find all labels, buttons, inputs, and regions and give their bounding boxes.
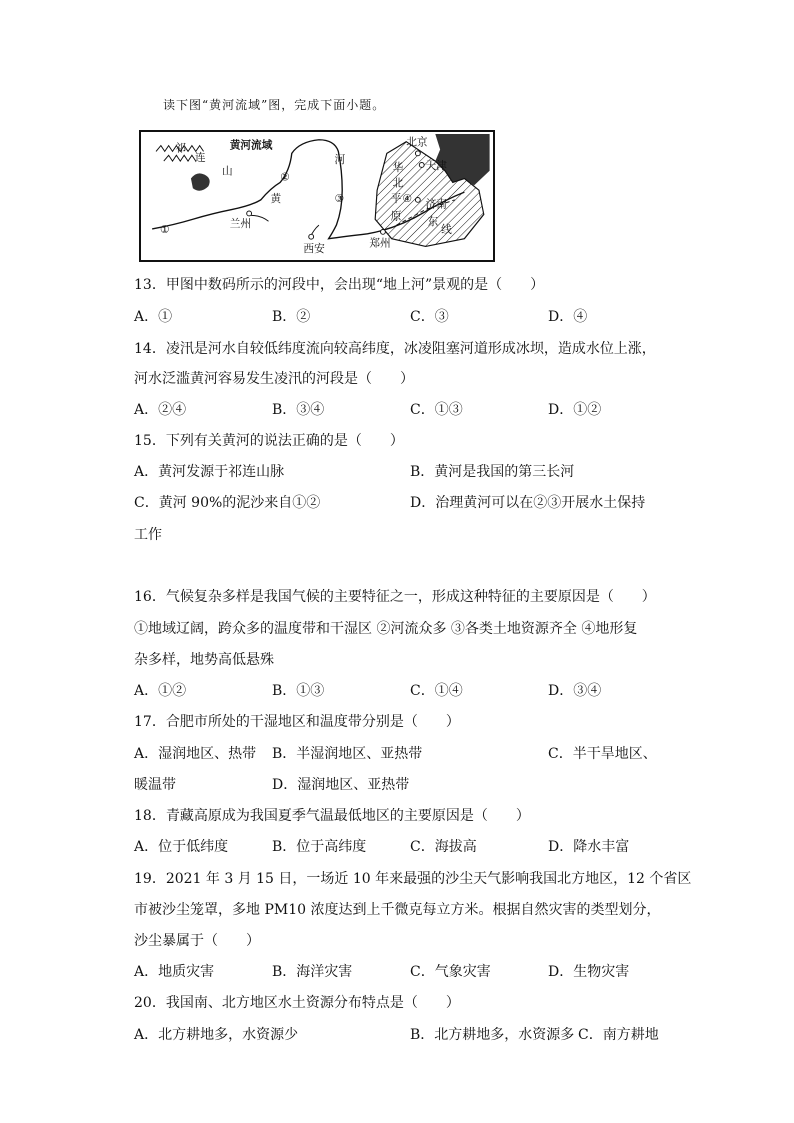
q18-option-d: D．降水丰富 [548, 839, 630, 855]
question-14-stem-line1: 14．凌汛是河水自较低纬度流向较高纬度，冰凌阻塞河道形成冰坝，造成水位上涨， [134, 341, 656, 357]
q16-option-a: A．①② [134, 683, 187, 699]
map-label-ping: 平 [390, 191, 402, 205]
yellow-river-basin-map [139, 130, 495, 262]
q16-option-c: C．①④ [410, 683, 463, 699]
map-label-shan: 山 [221, 164, 233, 178]
q17-option-b: B．半湿润地区、亚热带 [272, 746, 423, 762]
q16-statements-line2: 杂多样，地势高低悬殊 [134, 652, 274, 668]
map-marker-3: ③ [334, 191, 345, 205]
question-16-stem: 16．气候复杂多样是我国气候的主要特征之一，形成这种特征的主要原因是（ ） [134, 589, 656, 605]
q17-option-c: C．半干旱地区、 [548, 746, 657, 762]
map-label-he: 河 [334, 153, 346, 167]
intro-text: 读下图“黄河流域”图，完成下面小题。 [163, 98, 386, 112]
q14-option-c: C．①③ [410, 402, 463, 418]
q18-option-c: C．海拔高 [410, 839, 477, 855]
q19-option-d: D．生物灾害 [548, 964, 630, 980]
question-20-stem: 20．我国南、北方地区水土资源分布特点是（ ） [134, 995, 460, 1011]
q18-option-a: A．位于低纬度 [134, 839, 229, 855]
q15-option-d-continuation: 工作 [134, 527, 162, 543]
q15-option-a: A．黄河发源于祁连山脉 [134, 464, 285, 480]
q16-option-b: B．①③ [272, 683, 325, 699]
q15-option-d: D．治理黄河可以在②③开展水土保持 [410, 495, 646, 511]
question-13-stem: 13．甲图中数码所示的河段中，会出现“地上河”景观的是（ ） [134, 277, 545, 293]
q19-option-b: B．海洋灾害 [272, 964, 353, 980]
q14-option-a: A．②④ [134, 402, 187, 418]
q19-option-a: A．地质灾害 [134, 964, 215, 980]
q20-option-c: C．南方耕地 [578, 1027, 659, 1043]
map-label-zhengzhou: 郑州 [369, 236, 391, 250]
q14-option-b: B．③④ [272, 402, 325, 418]
q16-statements-line1: ①地域辽阔，跨众多的温度带和干湿区 ②河流众多 ③各类土地资源齐全 ④地形复 [134, 621, 638, 637]
q15-option-b: B．黄河是我国的第三长河 [410, 464, 575, 480]
map-label-xian-line: 线 [441, 222, 452, 236]
q13-option-a: A．① [134, 309, 173, 325]
question-18-stem: 18．青藏高原成为我国夏季气温最低地区的主要原因是（ ） [134, 808, 530, 824]
q15-option-c: C．黄河 90%的泥沙来自①② [134, 495, 321, 511]
map-label-qi: 祁 [175, 141, 187, 155]
map-label-beijing: 北京 [406, 135, 428, 149]
q14-option-d: D．①② [548, 402, 602, 418]
question-19-stem-line2: 市被沙尘笼罩，多地 PM10 浓度达到上千微克每立方米。根据自然灾害的类型划分， [134, 902, 661, 918]
map-label-bei: 北 [392, 176, 404, 190]
q20-option-a: A．北方耕地多，水资源少 [134, 1027, 299, 1043]
question-19-stem-line3: 沙尘暴属于（ ） [134, 933, 260, 949]
question-14-stem-line2: 河水泛滥黄河容易发生凌汛的河段是（ ） [134, 371, 414, 387]
q19-option-c: C．气象灾害 [410, 964, 491, 980]
q17-option-c-continuation: 暖温带 [134, 777, 176, 793]
map-label-tianjin: 天津 [425, 158, 447, 172]
q16-option-d: D．③④ [548, 683, 602, 699]
map-label-xian: 西安 [303, 242, 325, 256]
q13-option-b: B．② [272, 309, 311, 325]
q13-option-c: C．③ [410, 309, 449, 325]
q18-option-b: B．位于高纬度 [272, 839, 367, 855]
map-label-lian: 连 [194, 151, 206, 165]
map-label-lanzhou: 兰州 [229, 217, 252, 231]
question-19-stem-line1: 19．2021 年 3 月 15 日，一场近 10 年来最强的沙尘天气影响我国北方地区，12 个省区 [134, 871, 692, 887]
map-marker-2: ② [280, 170, 290, 184]
question-15-stem: 15．下列有关黄河的说法正确的是（ ） [134, 433, 404, 449]
q17-option-d: D．湿润地区、亚热带 [272, 777, 410, 793]
map-label-yuan: 原 [390, 209, 402, 223]
map-label-jinan: 济南 [425, 197, 447, 211]
map-marker-4: ④ [402, 191, 412, 205]
map-title: 黄河流域 [229, 138, 273, 152]
map-label-huang: 黄 [270, 191, 282, 205]
map-marker-1: ① [159, 222, 170, 236]
q17-option-a: A．湿润地区、热带 [134, 746, 257, 762]
map-label-hua: 华 [392, 160, 404, 174]
q20-option-b: B．北方耕地多，水资源多 [410, 1027, 575, 1043]
question-17-stem: 17．合肥市所处的干湿地区和温度带分别是（ ） [134, 714, 460, 730]
map-label-dong: 东 [427, 215, 439, 229]
q13-option-d: D．④ [548, 309, 588, 325]
